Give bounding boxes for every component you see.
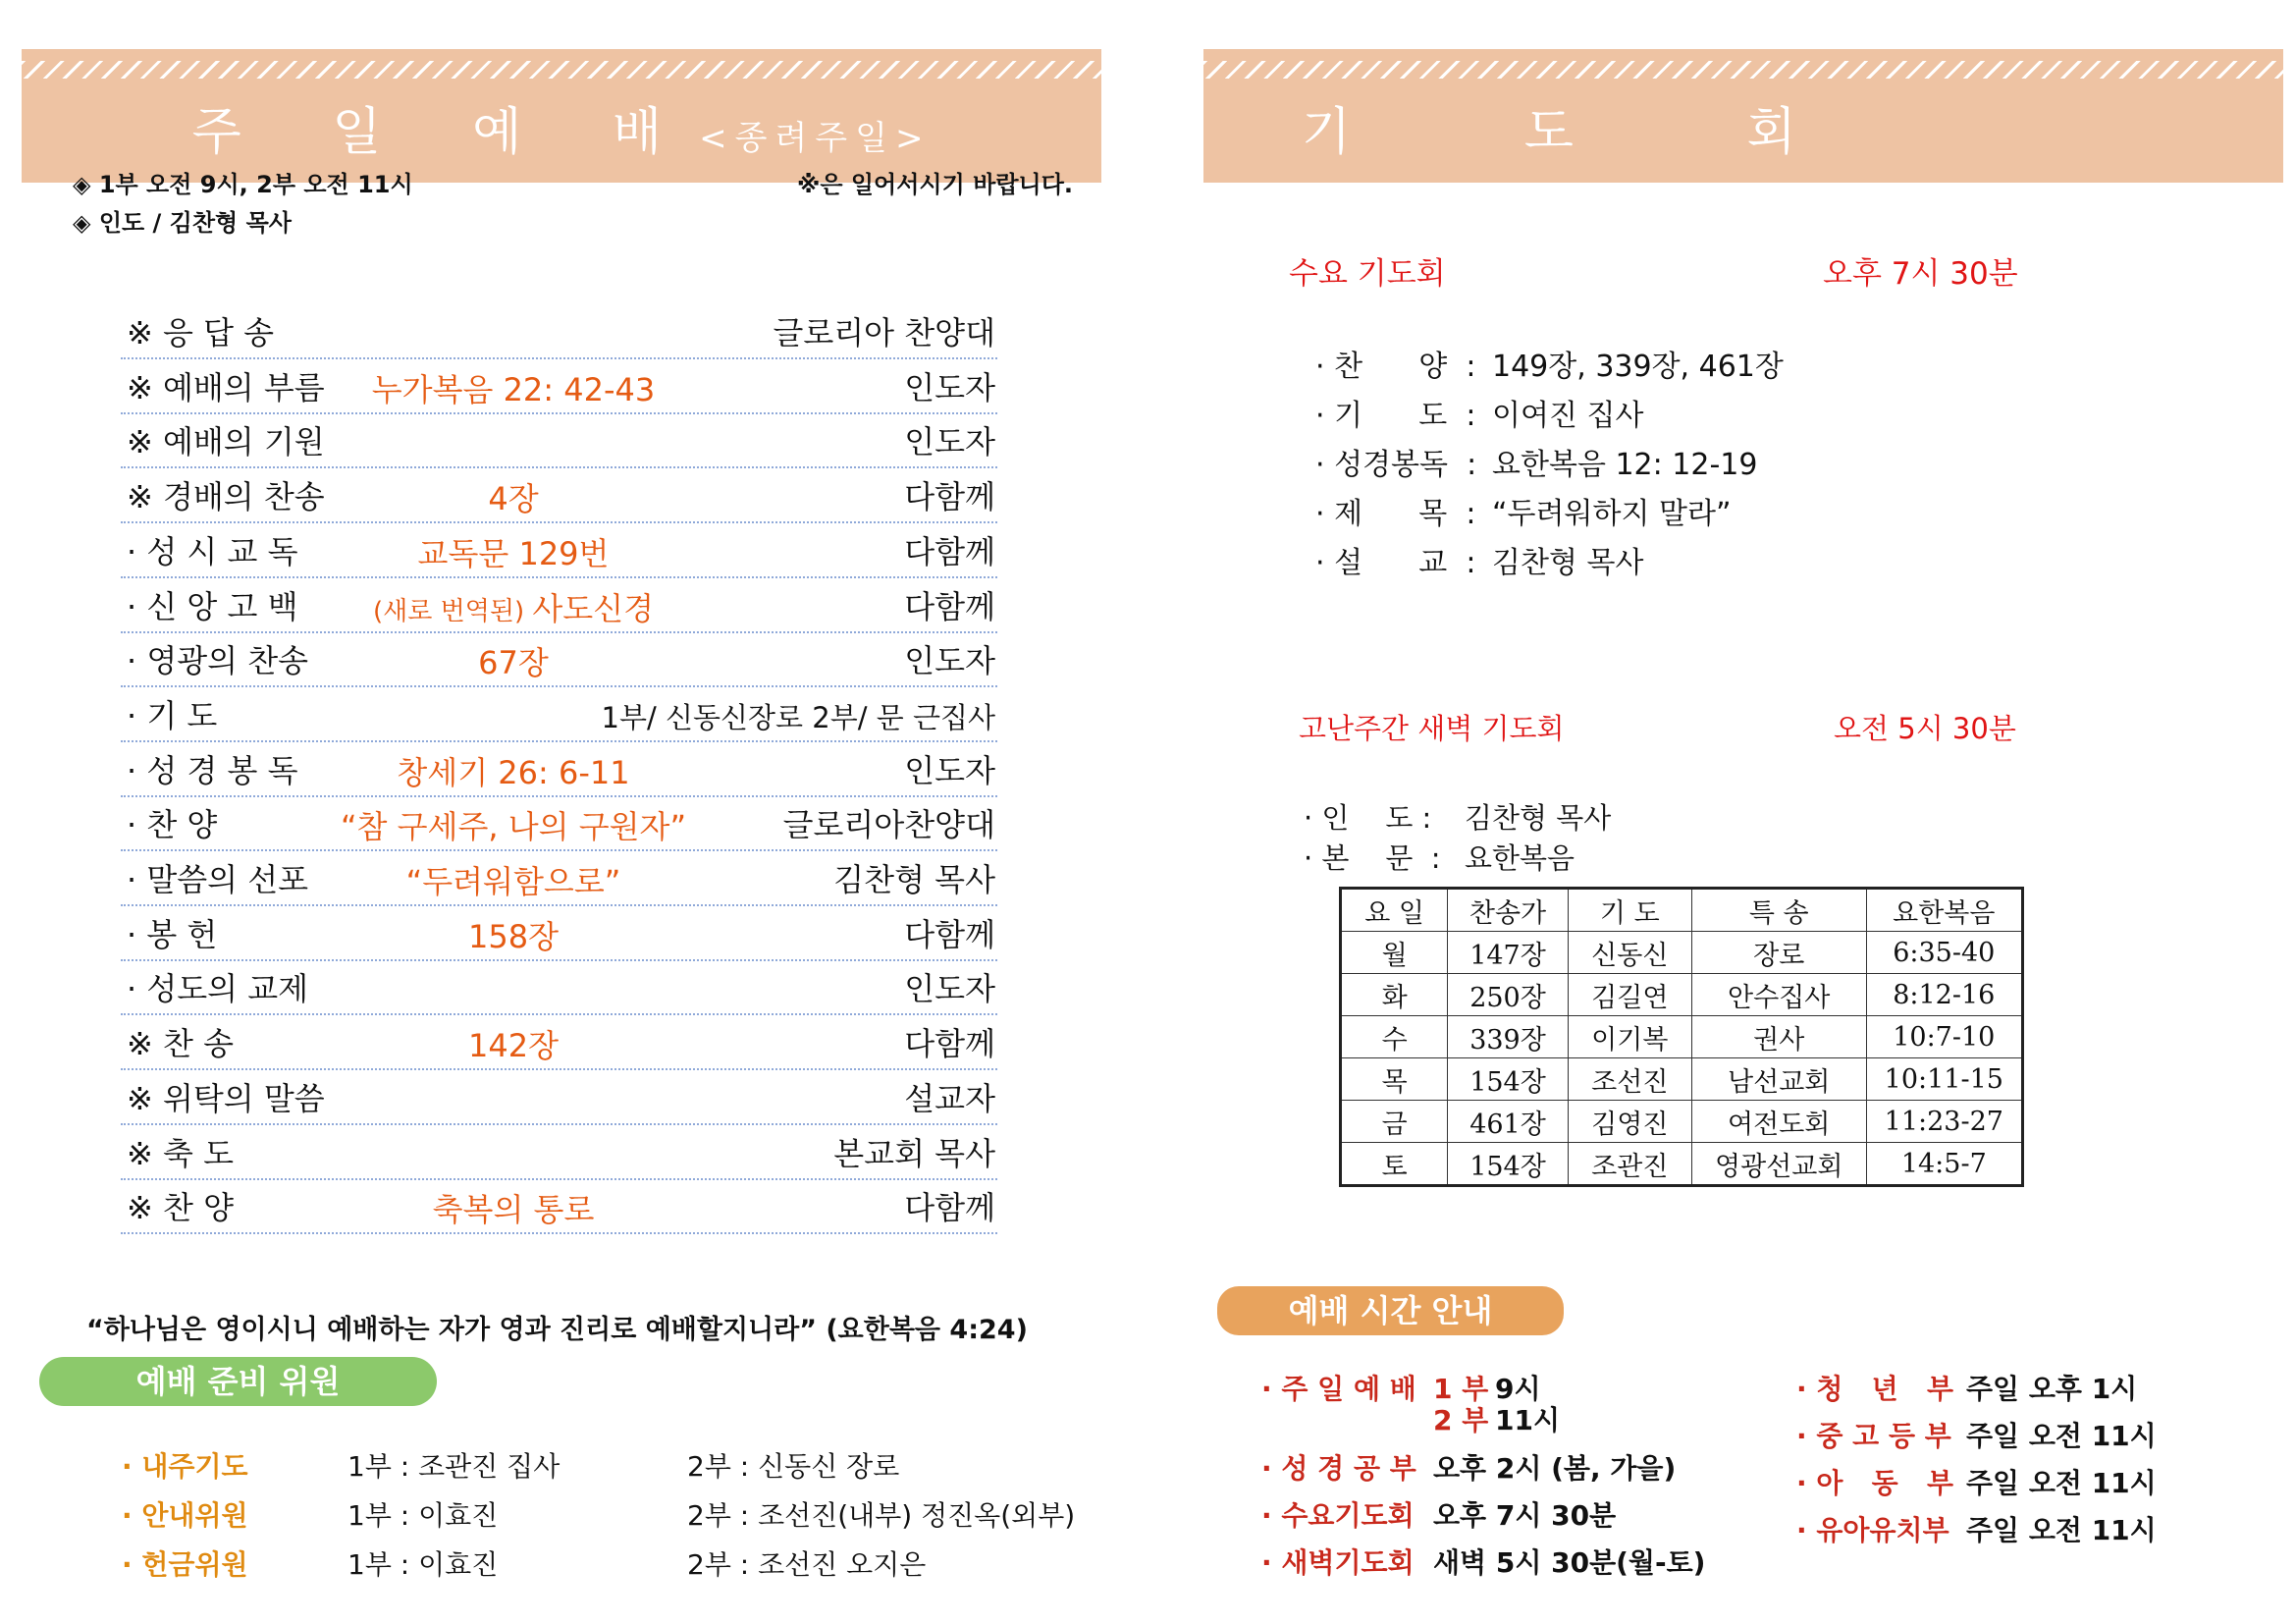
table-cell: 김영진: [1568, 1101, 1691, 1143]
dawn-label: 고난주간 새벽 기도회: [1299, 712, 1565, 745]
order-item-leader: 다함께: [904, 1189, 995, 1227]
committee-first: 1부 : 이효진: [347, 1548, 499, 1581]
schedule-value: 새벽 5시 30분(월-토): [1433, 1546, 1706, 1579]
order-item-detail: [341, 802, 686, 847]
dawn-item-value: 요한복음: [1465, 841, 1575, 875]
committee-label: · 안내위원: [122, 1499, 248, 1532]
order-item-detail-text: 67장: [478, 644, 549, 682]
order-item-name: · 봉 헌: [127, 915, 218, 953]
table-row: [1341, 932, 2023, 974]
order-item-name: · 성 경 봉 독: [127, 751, 298, 789]
dawn-schedule-table: [1339, 887, 2024, 1187]
worship-subtitle: <종려주일>: [699, 119, 932, 158]
dawn-time: 오전 5시 30분: [1834, 712, 2016, 745]
order-item-leader: 다함께: [904, 532, 995, 570]
order-item-leader: 인도자: [904, 368, 995, 406]
wednesday-label: 수요 기도회: [1289, 256, 1446, 292]
order-item-detail: [433, 1185, 595, 1230]
table-cell: 권사: [1691, 1016, 1866, 1058]
order-item-leader: 인도자: [904, 423, 995, 461]
schedule-value: 주일 오전 11시: [1966, 1467, 2157, 1499]
order-row: [121, 1129, 997, 1180]
table-cell: 영광선교회: [1691, 1143, 1866, 1186]
table-cell: 8:12-16: [1866, 974, 2022, 1016]
wednesday-item-value: 149장, 339장, 461장: [1492, 350, 1784, 384]
table-cell: 14:5-7: [1866, 1143, 2022, 1186]
order-item-name: · 말씀의 선포: [127, 861, 309, 898]
table-cell: 250장: [1448, 974, 1568, 1016]
worship-title: [22, 98, 1101, 173]
committee-title: 예배 준비 위원: [39, 1357, 437, 1406]
table-row: [1341, 1143, 2023, 1186]
wednesday-item-value: 김찬형 목사: [1492, 546, 1644, 580]
banner-stripes: [1203, 61, 2283, 79]
order-item-detail-text: 창세기 26: 6-11: [397, 753, 630, 791]
order-row: [121, 472, 997, 523]
dawn-item-key: · 본 문 :: [1304, 841, 1441, 875]
order-row: [121, 855, 997, 906]
committee-first: 1부 : 조관진 집사: [347, 1450, 561, 1483]
order-item-detail-text: 4장: [488, 480, 539, 518]
order-item-name: ※ 위탁의 말씀: [127, 1079, 325, 1117]
wednesday-item-key: · 기 도 :: [1315, 399, 1476, 433]
wednesday-item-value: 요한복음 12: 12-19: [1492, 448, 1758, 482]
table-cell: 154장: [1448, 1058, 1568, 1101]
order-item-name: · 성도의 교제: [127, 970, 309, 1008]
order-row: [121, 582, 997, 633]
table-cell: 남선교회: [1691, 1058, 1866, 1101]
order-item-name: · 성 시 교 독: [127, 532, 298, 570]
order-item-leader: 글로리아 찬양대: [773, 314, 995, 352]
order-row: [121, 417, 997, 468]
table-cell: 토: [1341, 1143, 1448, 1186]
order-row: [121, 636, 997, 687]
order-item-name: ※ 찬 송: [127, 1025, 234, 1063]
table-row: [1341, 1016, 2023, 1058]
order-row: [121, 964, 997, 1015]
order-item-leader: 본교회 목사: [833, 1134, 995, 1172]
order-item-detail: [406, 857, 621, 902]
committee-second: 2부 : 조선진 오지은: [687, 1548, 927, 1581]
order-row: [121, 1019, 997, 1070]
wednesday-item-value: 이여진 집사: [1492, 399, 1644, 433]
order-item-detail-text: 누가복음 22: 42-43: [371, 370, 656, 408]
order-item-leader: 다함께: [904, 1025, 995, 1063]
order-item-name: · 찬 양: [127, 806, 218, 844]
order-item-detail: [478, 638, 549, 683]
order-item-detail: [397, 748, 629, 793]
committee-first: 1부 : 이효진: [347, 1499, 499, 1532]
order-item-leader: 인도자: [904, 642, 995, 680]
wednesday-item-key: · 제 목 :: [1315, 497, 1476, 531]
order-row: [121, 527, 997, 578]
schedule-value: 주일 오전 11시: [1966, 1514, 2157, 1546]
schedule-value: 오후 2시 (봄, 가을): [1433, 1452, 1677, 1485]
order-item-name: · 기 도: [127, 696, 218, 734]
table-header-row: [1341, 889, 2023, 932]
table-cell: 10:7-10: [1866, 1016, 2022, 1058]
order-item-detail-text: 142장: [468, 1027, 559, 1065]
schedule-value: 주일 오전 11시: [1966, 1420, 2157, 1452]
order-item-detail: [373, 584, 654, 629]
schedule-label: · 성 경 공 부: [1261, 1452, 1416, 1485]
order-item-name: ※ 찬 양: [127, 1189, 234, 1227]
table-cell: 이기복: [1568, 1016, 1691, 1058]
order-item-detail-text: “두려워함으로”: [405, 863, 621, 900]
schedule-value: 주일 오후 1시: [1966, 1373, 2138, 1405]
schedule-part: 2 부: [1433, 1404, 1489, 1436]
table-header-cell: 요 일: [1341, 889, 1448, 932]
table-row: [1341, 1101, 2023, 1143]
table-cell: 수: [1341, 1016, 1448, 1058]
order-item-detail-note: (새로 번역된): [372, 596, 533, 626]
schedule-value: 11시: [1495, 1404, 1561, 1436]
table-cell: 6:35-40: [1866, 932, 2022, 974]
schedule-label: · 청 년 부: [1796, 1373, 1954, 1405]
banner-stripes: [22, 61, 1101, 79]
dawn-item-value: 김찬형 목사: [1465, 801, 1612, 835]
table-header-cell: 특 송: [1691, 889, 1866, 932]
table-cell: 목: [1341, 1058, 1448, 1101]
table-cell: 여전도회: [1691, 1101, 1866, 1143]
table-row: [1341, 974, 2023, 1016]
order-item-detail-text: 축복의 통로: [432, 1191, 595, 1229]
prayer-banner: [1203, 49, 2283, 183]
schedule-value: 오후 7시 30분: [1433, 1499, 1617, 1532]
wednesday-time: 오후 7시 30분: [1823, 256, 2018, 292]
order-row: [121, 1183, 997, 1234]
order-row: [121, 1074, 997, 1125]
table-cell: 조선진: [1568, 1058, 1691, 1101]
order-item-leader: 글로리아찬양대: [782, 806, 995, 844]
committee-second: 2부 : 신동신 장로: [687, 1450, 900, 1483]
worship-title-text: 주 일 예 배: [191, 103, 700, 162]
stand-note: ※은 일어서시기 바랍니다.: [797, 171, 1073, 198]
worship-banner: [22, 49, 1101, 183]
table-cell: 10:11-15: [1866, 1058, 2022, 1101]
order-item-name: ※ 응 답 송: [127, 314, 275, 352]
order-item-detail-text: 사도신경: [532, 589, 655, 627]
order-item-detail: [418, 529, 610, 574]
order-item-leader: 인도자: [904, 751, 995, 789]
order-item-name: ※ 예배의 기원: [127, 423, 325, 461]
table-cell: 안수집사: [1691, 974, 1866, 1016]
table-cell: 금: [1341, 1101, 1448, 1143]
wednesday-item-key: · 찬 양 :: [1315, 350, 1476, 384]
committee-label: · 내주기도: [122, 1450, 248, 1483]
table-cell: 147장: [1448, 932, 1568, 974]
order-row: [121, 746, 997, 797]
table-cell: 11:23-27: [1866, 1101, 2022, 1143]
table-cell: 조관진: [1568, 1143, 1691, 1186]
order-item-detail: [488, 474, 538, 519]
order-item-leader: 다함께: [904, 478, 995, 516]
schedule-value: 9시: [1495, 1373, 1541, 1405]
wednesday-item-key: · 성경봉독 :: [1315, 448, 1477, 482]
order-item-detail-text: “참 구세주, 나의 구원자”: [340, 808, 687, 846]
table-cell: 장로: [1691, 932, 1866, 974]
wednesday-item-value: “두려워하지 말라”: [1492, 497, 1732, 531]
order-item-detail-text: 교독문 129번: [417, 534, 610, 572]
order-item-name: ※ 경배의 찬송: [127, 478, 325, 516]
table-cell: 339장: [1448, 1016, 1568, 1058]
order-item-leader: 다함께: [904, 587, 995, 625]
schedule-label: · 유아유치부: [1796, 1514, 1949, 1546]
table-cell: 화: [1341, 974, 1448, 1016]
table-cell: 신동신: [1568, 932, 1691, 974]
table-header-cell: 요한복음: [1866, 889, 2022, 932]
schedule-part: 1 부: [1433, 1373, 1489, 1405]
worship-presider: ◈ 인도 / 김찬형 목사: [73, 209, 292, 237]
schedule-label: · 중 고 등 부: [1796, 1420, 1951, 1452]
table-cell: 154장: [1448, 1143, 1568, 1186]
table-header-cell: 찬송가: [1448, 889, 1568, 932]
prayer-title: 기 도 회: [1302, 103, 1875, 162]
schedule-label: · 새벽기도회: [1261, 1546, 1415, 1579]
order-item-leader: 다함께: [904, 915, 995, 953]
order-item-leader: 1부/ 신동신장로 2부/ 문 근집사: [601, 700, 995, 734]
order-row: [121, 910, 997, 961]
order-row: [121, 800, 997, 851]
order-item-detail: [468, 1021, 559, 1066]
table-row: [1341, 1058, 2023, 1101]
order-item-name: · 신 앙 고 백: [127, 587, 298, 625]
order-item-leader: 설교자: [904, 1079, 995, 1117]
order-row: [121, 308, 997, 359]
order-item-name: · 영광의 찬송: [127, 642, 309, 680]
schedule-label: · 주 일 예 배: [1261, 1373, 1416, 1405]
committee-label: · 헌금위원: [122, 1548, 248, 1581]
table-cell: 461장: [1448, 1101, 1568, 1143]
schedule-title: 예배 시간 안내: [1217, 1286, 1564, 1335]
order-item-detail: [372, 365, 655, 410]
order-row: [121, 363, 997, 414]
table-cell: 월: [1341, 932, 1448, 974]
table-cell: 김길연: [1568, 974, 1691, 1016]
order-item-detail-text: 158장: [468, 917, 559, 955]
order-item-name: ※ 예배의 부름: [127, 368, 325, 406]
scripture-verse: “하나님은 영이시니 예배하는 자가 영과 진리로 예배할지니라” (요한복음 4:24): [86, 1315, 1028, 1345]
order-item-leader: 김찬형 목사: [833, 861, 995, 898]
order-item-leader: 인도자: [904, 970, 995, 1008]
schedule-label: · 수요기도회: [1261, 1499, 1415, 1532]
dawn-item-key: · 인 도 :: [1304, 801, 1432, 835]
schedule-label: · 아 동 부: [1796, 1467, 1954, 1499]
table-header-cell: 기 도: [1568, 889, 1691, 932]
order-row: [121, 691, 997, 742]
worship-times: ◈ 1부 오전 9시, 2부 오전 11시: [73, 171, 413, 198]
committee-second: 2부 : 조선진(내부) 정진옥(외부): [687, 1499, 1076, 1532]
wednesday-item-key: · 설 교 :: [1315, 546, 1476, 580]
order-item-detail: [468, 912, 559, 957]
order-item-name: ※ 축 도: [127, 1134, 234, 1172]
